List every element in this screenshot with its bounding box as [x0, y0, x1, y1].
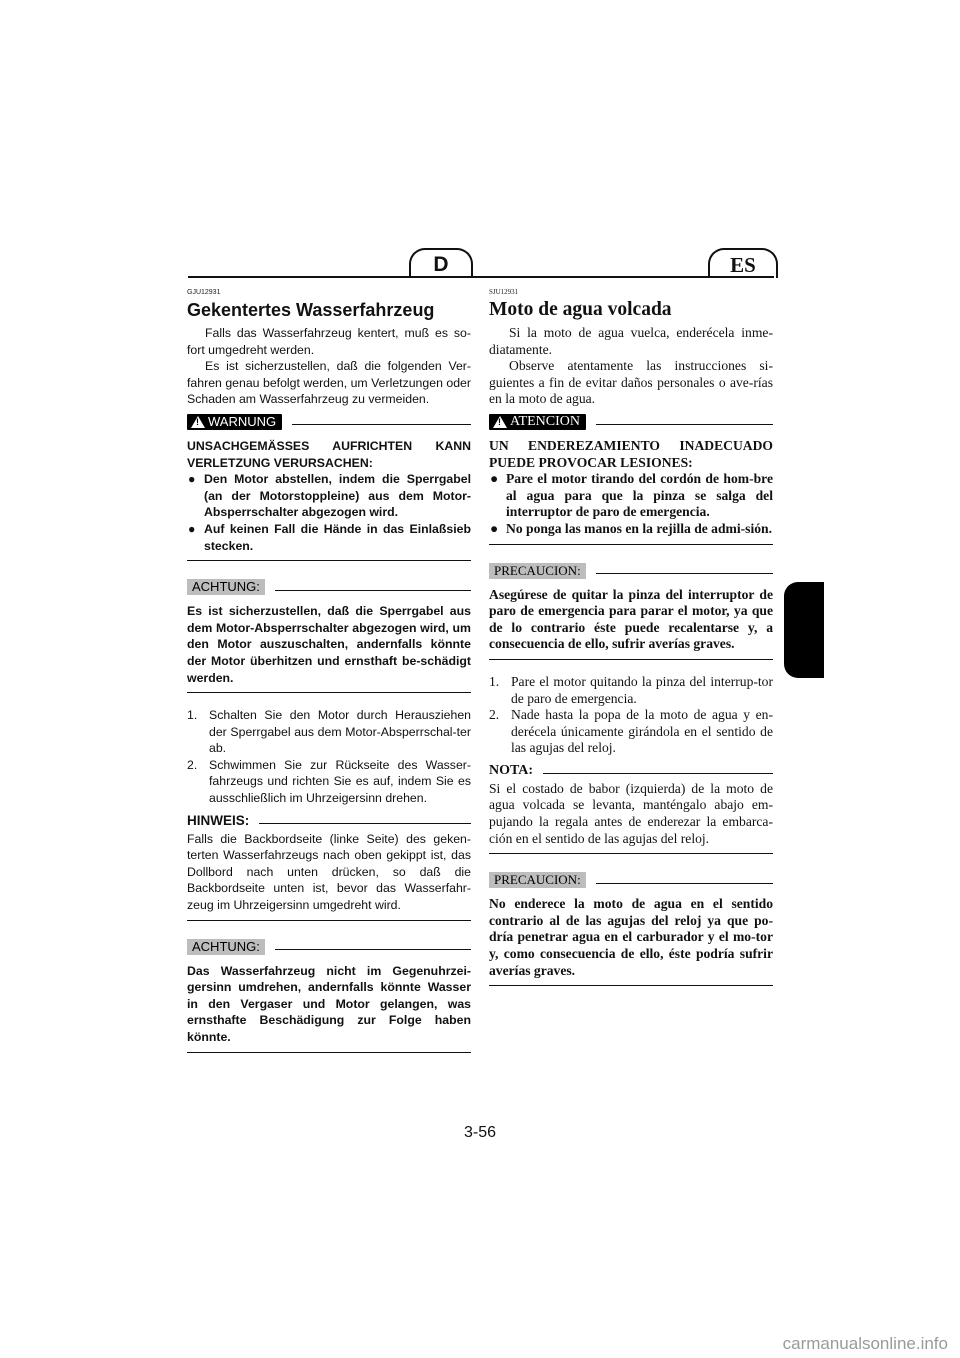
warning-badge: [187, 414, 282, 430]
warning-label-row: [187, 414, 471, 430]
bullet-icon: ●: [490, 520, 499, 536]
german-column: [187, 288, 471, 1053]
caution-block: [187, 603, 471, 693]
label-rule: [596, 883, 773, 884]
caution-text: Es ist sicherzustellen, daß die Sperrgabel aus dem Motor-Absperrschalter abgezogen wird, um den Motor auszuschalten, andernfalls könnte der Motor überhitzen und ernsthaft be-schädigt werden.: [187, 604, 471, 685]
caution-text: Asegúrese de quitar la pinza del interruptor de paro de emergencia para parar el motor, ya que de lo contrario éste puede recalentarse y, a consecuencia de ello, sufrir averías graves.: [489, 586, 773, 652]
label-rule: [275, 949, 471, 950]
warning-block: [489, 438, 773, 545]
label-rule: [596, 424, 773, 425]
language-tab-spanish: ES: [708, 248, 778, 278]
warning-heading: UN ENDEREZAMIENTO INADECUADO PUEDE PROVOCAR LESIONES:: [489, 437, 773, 470]
list-item: ● Pare el motor tirando del cordón de hom-bre al agua para que la pinza se salga del interruptor de paro de emergencia.: [490, 471, 773, 520]
warning-triangle-icon: [191, 416, 205, 428]
caution-label-row: [489, 872, 773, 888]
caution-label-row: [187, 939, 471, 955]
section-code: GJU12931: [187, 289, 221, 296]
list-item: 1. Schalten Sie den Motor durch Herausziehen der Sperrgabel aus dem Motor-Absperrschal-ter ab.: [187, 708, 471, 756]
label-rule: [543, 773, 773, 774]
note-block: [489, 781, 773, 854]
list-item: 2. Schwimmen Sie zur Rückseite des Wasser-fahrzeugs und richten Sie es auf, indem Sie es ausschließlich im Uhrzeigersinn drehen.: [187, 757, 471, 806]
caution-text: Das Wasserfahrzeug nicht im Gegenuhrzei-gersinn umdrehen, andernfalls könnte Wasser in den Vergaser und Motor gelangen, was ernsthafte Beschädigung zur Folge haben könnte.: [187, 963, 471, 1044]
label-rule: [292, 424, 471, 425]
label-rule: [259, 823, 471, 824]
note-label-row: [489, 763, 773, 779]
watermark: carmanualsonline.info: [782, 1334, 948, 1353]
warning-heading: UNSACHGEMÄSSES AUFRICHTEN KANN VERLETZUNG VERURSACHEN:: [187, 438, 471, 470]
intro-paragraph-2: Es ist sicherzustellen, daß die folgenden Ver-fahren genau befolgt werden, um Verletzungen oder Schaden am Wasserfahrzeug zu vermeiden.: [187, 359, 471, 407]
note-label-row: [187, 813, 471, 829]
section-code: SJU12931: [489, 288, 519, 296]
bullet-icon: ●: [188, 472, 196, 487]
warning-label: WARNUNG: [208, 413, 277, 429]
list-item: ● No ponga las manos en la rejilla de admi-sión.: [490, 520, 772, 536]
list-item: 1. Pare el motor quitando la pinza del interrup-tor de paro de emergencia.: [489, 673, 773, 706]
note-text: Falls die Backbordseite (linke Seite) des geken-terten Wasserfahrzeugs nach oben gekippt ist, das Dollbord nach unten drücken, so daß die Backbordseite unten ist, bevor das Wasserfahr-zeug im Uhrzeigersinn umgedreht wird.: [187, 831, 471, 913]
label-rule: [275, 590, 471, 591]
caution-badge: PRECAUCION:: [489, 563, 586, 579]
note-block: [187, 831, 471, 921]
note-text: Si el costado de babor (izquierda) de la moto de agua volcada se levanta, manténgalo abajo em-pujando la regala antes de enderezar la embarca-ción en el sentido de las agujas del reloj.: [489, 780, 773, 846]
list-item: ● Den Motor abstellen, indem die Sperrgabel (an der Motorstoppleine) aus dem Motor-Absperrschalter abgezogen wird.: [188, 472, 471, 520]
caution-label-row: [187, 579, 471, 595]
bullet-icon: ●: [188, 521, 196, 536]
page-number: 3-56: [463, 1124, 497, 1141]
caution-badge: ACHTUNG:: [187, 939, 265, 955]
note-label: HINWEIS:: [187, 812, 250, 828]
header-rule: [188, 276, 774, 278]
caution-block: [489, 896, 773, 986]
caution-badge: ACHTUNG:: [187, 579, 265, 595]
caution-text: No enderece la moto de agua en el sentido contrario al de las agujas del reloj ya que po-dría penetrar agua en el carburador y el mo-tor y, como consecuencia de ello, éste podría sufrir averías graves.: [489, 896, 773, 978]
warning-badge: [489, 414, 586, 430]
caution-block: [489, 587, 773, 660]
intro-paragraph-1: Si la moto de agua vuelca, enderécela inme-diatamente.: [489, 325, 773, 357]
warning-bullets: [187, 471, 471, 554]
warning-triangle-icon: [493, 416, 507, 428]
section-title: Gekentertes Wasserfahrzeug: [187, 300, 435, 320]
warning-bullets: [489, 471, 773, 537]
language-tab-german: D: [409, 248, 473, 278]
caution-badge: PRECAUCION:: [489, 872, 586, 888]
spanish-column: [489, 288, 773, 986]
warning-label: ATENCION: [510, 413, 580, 429]
label-rule: [596, 573, 773, 574]
caution-block: [187, 963, 471, 1053]
chapter-thumb-tab: [784, 582, 824, 678]
procedure-steps: [187, 707, 471, 807]
section-title: Moto de agua volcada: [489, 299, 672, 320]
note-label: NOTA:: [489, 762, 534, 778]
intro-paragraph-1: Falls das Wasserfahrzeug kentert, muß es so-fort umgedreht werden.: [187, 326, 471, 357]
warning-label-row: [489, 414, 773, 430]
bullet-icon: ●: [490, 471, 499, 487]
list-item: ● Auf keinen Fall die Hände in das Einlaßsieb stecken.: [188, 521, 471, 553]
intro-paragraph-2: Observe atentamente las instrucciones si-guientes a fin de evitar daños personales o ave-rías en la moto de agua.: [489, 358, 773, 407]
list-item: 2. Nade hasta la popa de la moto de agua y en-derécela únicamente girándola en el sentido de las agujas del reloj.: [489, 707, 773, 756]
warning-block: [187, 438, 471, 561]
caution-label-row: [489, 563, 773, 579]
procedure-steps: [489, 674, 773, 757]
